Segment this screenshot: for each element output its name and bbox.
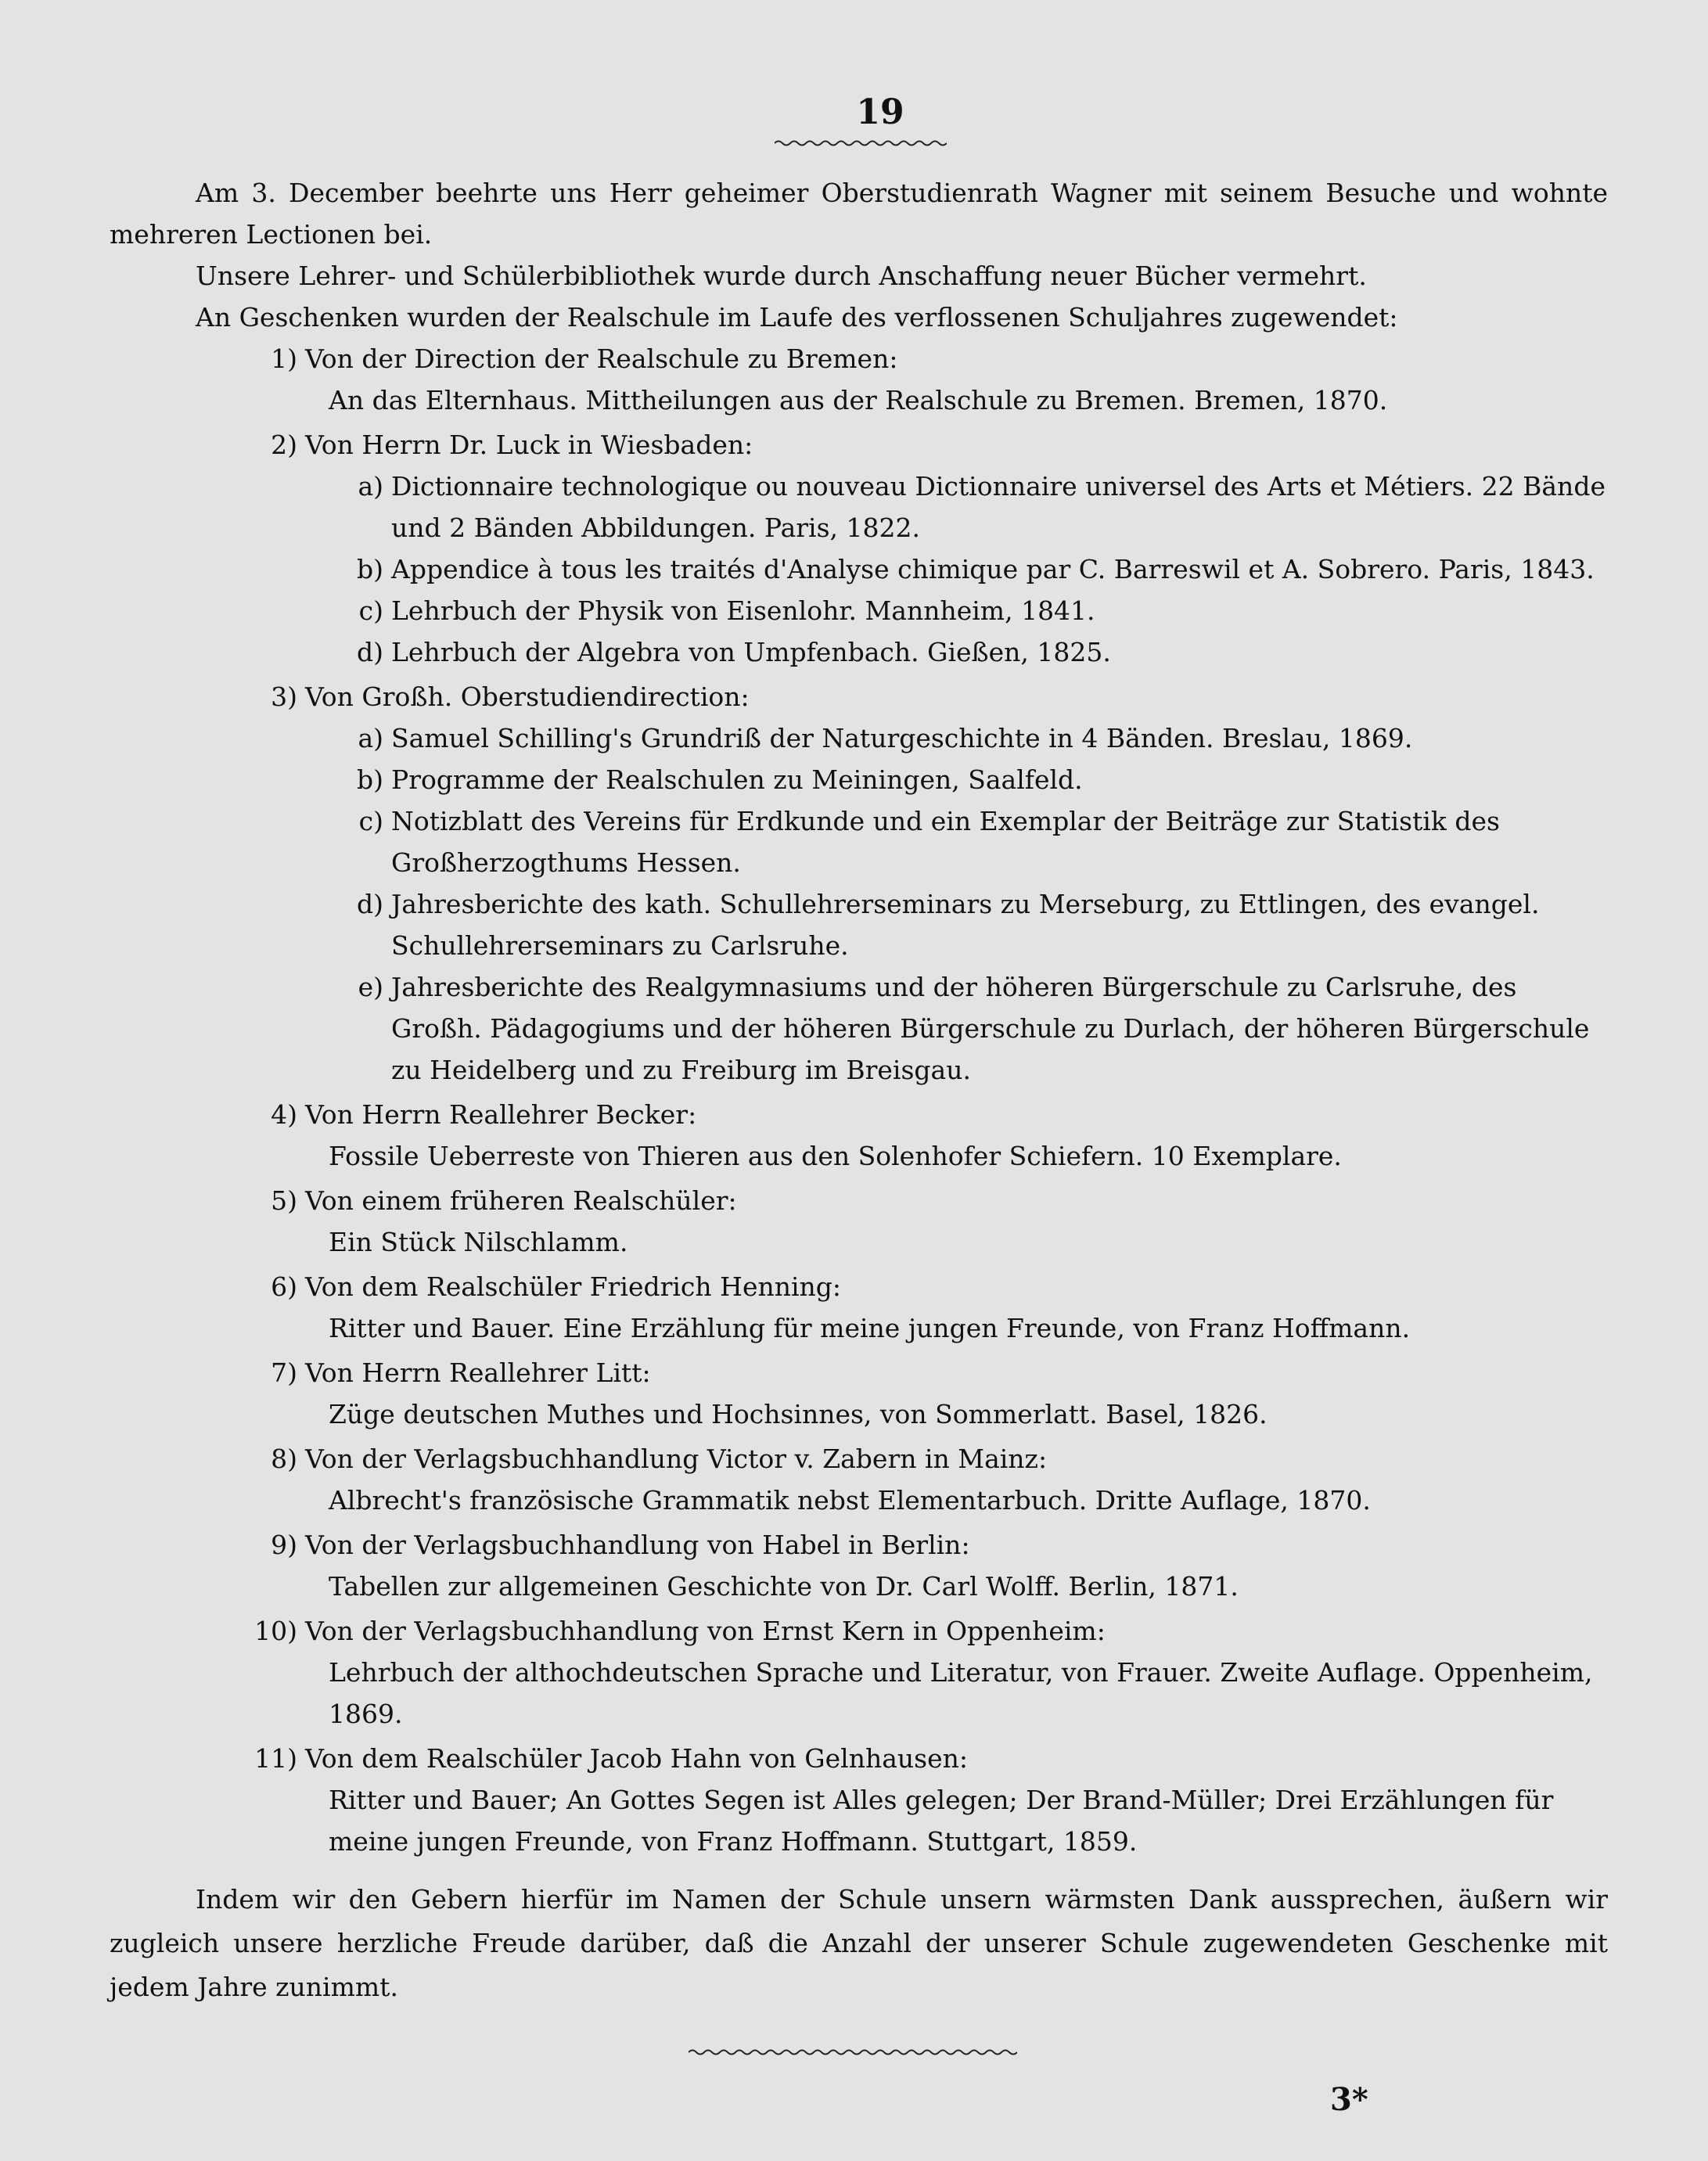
item-donor: Von Herrn Dr. Luck in Wiesbaden: bbox=[305, 430, 753, 460]
sub-text: Programme der Realschulen zu Meiningen, Saalfeld. bbox=[391, 764, 1083, 795]
sub-letter: e) bbox=[358, 972, 383, 1002]
item-donor: Von dem Realschüler Jacob Hahn von Gelnhausen: bbox=[305, 1743, 969, 1774]
item-detail: Lehrbuch der althochdeutschen Sprache und Literatur, von Frauer. Zweite Auflage. Oppenheim, 1869. bbox=[329, 1657, 1593, 1729]
item-donor: Von Herrn Reallehrer Becker: bbox=[305, 1099, 697, 1130]
sub-letter: c) bbox=[358, 595, 383, 626]
item-donor: Von der Verlagsbuchhandlung Victor v. Zabern in Mainz: bbox=[305, 1444, 1048, 1474]
sub-letter: d) bbox=[357, 637, 383, 667]
item-donor: Von der Verlagsbuchhandlung von Habel in Berlin: bbox=[305, 1530, 970, 1560]
item-detail: Albrecht's französische Grammatik nebst Elementarbuch. Dritte Auflage, 1870. bbox=[329, 1485, 1371, 1516]
item-donor: Von Großh. Oberstudiendirection: bbox=[305, 681, 750, 712]
item-detail: Ritter und Bauer; An Gottes Segen ist Alles gelegen; Der Brand-Müller; Drei Erzählungen für meine jungen Freunde, von Franz Hoffmann. Stuttgart, 1859. bbox=[329, 1785, 1554, 1857]
ornament-rule-bottom bbox=[689, 2047, 1017, 2058]
sub-item bbox=[305, 466, 1608, 548]
intro-paragraph-library: Unsere Lehrer- und Schülerbibliothek wurde durch Anschaffung neuer Bücher vermehrt. bbox=[196, 261, 1367, 291]
gift-item bbox=[110, 1524, 1608, 1607]
sub-letter: d) bbox=[357, 889, 383, 919]
sub-item bbox=[305, 717, 1608, 759]
sub-item bbox=[305, 966, 1608, 1091]
item-number: 5) bbox=[271, 1185, 297, 1216]
gift-item bbox=[110, 338, 1608, 421]
gift-item bbox=[110, 424, 1608, 673]
item-number: 11) bbox=[254, 1743, 297, 1774]
sub-letter: b) bbox=[357, 764, 383, 795]
closing-paragraph: Indem wir den Gebern hierfür im Namen der Schule unsern wärmsten Dank aussprechen, äußern wir zugleich unsere herzliche Freude darüber, daß die Anzahl der unserer Schule zugewendeten Geschenke mit jedem Jahre zunimmt. bbox=[110, 1884, 1608, 2002]
item-number: 9) bbox=[271, 1530, 297, 1560]
sub-letter: c) bbox=[358, 806, 383, 836]
gift-item bbox=[110, 1180, 1608, 1263]
item-detail: Ein Stück Nilschlamm. bbox=[329, 1227, 628, 1257]
intro-paragraph-visit: Am 3. December beehrte uns Herr geheimer Oberstudienrath Wagner mit seinem Besuche und wohnte mehreren Lectionen bei. bbox=[110, 178, 1608, 250]
item-detail: An das Elternhaus. Mittheilungen aus der Realschule zu Bremen. Bremen, 1870. bbox=[329, 385, 1388, 415]
item-detail: Züge deutschen Muthes und Hochsinnes, von Sommerlatt. Basel, 1826. bbox=[329, 1399, 1268, 1429]
ornament-rule-top bbox=[775, 138, 947, 149]
sub-text: Dictionnaire technologique ou nouveau Dictionnaire universel des Arts et Métiers. 22 Bände und 2 Bänden Abbildungen. Paris, 1822. bbox=[391, 471, 1606, 543]
signature-mark: 3* bbox=[1330, 2081, 1368, 2118]
gift-item bbox=[110, 1094, 1608, 1177]
item-number: 4) bbox=[271, 1099, 297, 1130]
item-donor: Von einem früheren Realschüler: bbox=[305, 1185, 737, 1216]
sub-letter: b) bbox=[357, 554, 383, 584]
gift-item bbox=[110, 676, 1608, 1091]
gift-item bbox=[110, 1610, 1608, 1735]
sub-text: Notizblatt des Vereins für Erdkunde und ein Exemplar der Beiträge zur Statistik des Großherzogthums Hessen. bbox=[391, 806, 1500, 878]
sub-item bbox=[305, 883, 1608, 966]
sub-item bbox=[305, 800, 1608, 883]
sub-item bbox=[305, 548, 1608, 590]
gift-item bbox=[110, 1438, 1608, 1521]
sub-text: Appendice à tous les traités d'Analyse chimique par C. Barreswil et A. Sobrero. Paris, 1843. bbox=[391, 554, 1595, 584]
item-donor: Von Herrn Reallehrer Litt: bbox=[305, 1357, 651, 1388]
item-number: 10) bbox=[254, 1616, 297, 1646]
item-detail: Fossile Ueberreste von Thieren aus den Solenhofer Schiefern. 10 Exemplare. bbox=[329, 1141, 1342, 1171]
item-number: 2) bbox=[271, 430, 297, 460]
item-donor: Von der Verlagsbuchhandlung von Ernst Kern in Oppenheim: bbox=[305, 1616, 1106, 1646]
sub-letter: a) bbox=[358, 723, 383, 753]
sub-item bbox=[305, 590, 1608, 631]
intro-paragraph-gifts: An Geschenken wurden der Realschule im Laufe des verflossenen Schuljahres zugewendet: bbox=[196, 302, 1398, 333]
item-detail: Tabellen zur allgemeinen Geschichte von Dr. Carl Wolff. Berlin, 1871. bbox=[329, 1571, 1239, 1602]
item-number: 1) bbox=[271, 343, 297, 374]
item-donor: Von dem Realschüler Friedrich Henning: bbox=[305, 1271, 842, 1302]
page-number: 19 bbox=[856, 92, 904, 132]
sub-text: Jahresberichte des kath. Schullehrerseminars zu Merseburg, zu Ettlingen, des evangel. Schullehrerseminars zu Carlsruhe. bbox=[391, 889, 1540, 961]
item-number: 8) bbox=[271, 1444, 297, 1474]
item-number: 6) bbox=[271, 1271, 297, 1302]
sub-text: Jahresberichte des Realgymnasiums und der höheren Bürgerschule zu Carlsruhe, des Großh. Pädagogiums und der höheren Bürgerschule zu Durlach, der höheren Bürgerschule zu Heidelberg und zu Freiburg im Breisgau. bbox=[391, 972, 1590, 1085]
item-detail: Ritter und Bauer. Eine Erzählung für meine jungen Freunde, von Franz Hoffmann. bbox=[329, 1313, 1411, 1343]
gift-item bbox=[110, 1738, 1608, 1862]
item-number: 7) bbox=[271, 1357, 297, 1388]
sub-text: Samuel Schilling's Grundriß der Naturgeschichte in 4 Bänden. Breslau, 1869. bbox=[391, 723, 1413, 753]
gift-item bbox=[110, 1266, 1608, 1349]
sub-item bbox=[305, 759, 1608, 800]
sub-letter: a) bbox=[358, 471, 383, 502]
document-body bbox=[110, 172, 1608, 2009]
gift-item bbox=[110, 1352, 1608, 1435]
sub-text: Lehrbuch der Algebra von Umpfenbach. Gießen, 1825. bbox=[391, 637, 1111, 667]
sub-item bbox=[305, 631, 1608, 673]
item-number: 3) bbox=[271, 681, 297, 712]
item-donor: Von der Direction der Realschule zu Bremen: bbox=[305, 343, 898, 374]
sub-text: Lehrbuch der Physik von Eisenlohr. Mannheim, 1841. bbox=[391, 595, 1095, 626]
